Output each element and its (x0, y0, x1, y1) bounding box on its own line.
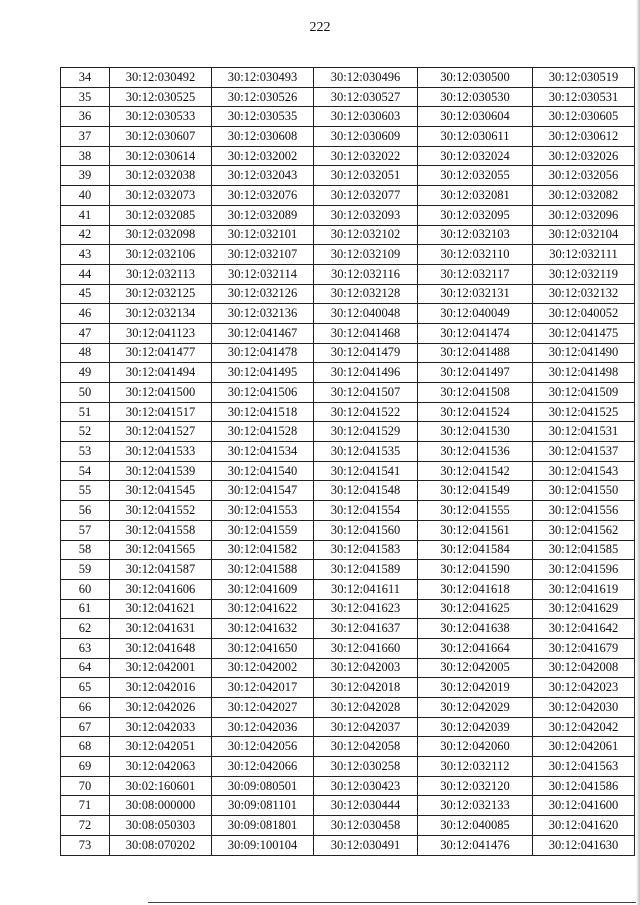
cadastral-number-cell: 30:12:032104 (533, 225, 635, 245)
table-row (61, 422, 635, 442)
cadastral-number-cell: 30:12:032113 (110, 264, 212, 284)
cadastral-number-cell: 30:12:032106 (110, 245, 212, 265)
cadastral-number-cell: 30:12:032093 (314, 205, 418, 225)
cadastral-number-cell: 30:12:030493 (212, 68, 314, 88)
row-number-cell: 46 (61, 304, 110, 324)
cadastral-number-cell: 30:12:042003 (314, 658, 418, 678)
cadastral-number-cell: 30:12:042029 (418, 698, 533, 718)
cadastral-number-cell: 30:12:042023 (533, 678, 635, 698)
cadastral-number-cell: 30:12:041600 (533, 796, 635, 816)
table-row (61, 68, 635, 88)
table-row (61, 698, 635, 718)
cadastral-number-cell: 30:12:042001 (110, 658, 212, 678)
cadastral-number-cell: 30:12:042019 (418, 678, 533, 698)
cadastral-number-cell: 30:12:030533 (110, 107, 212, 127)
table-row (61, 540, 635, 560)
cadastral-number-cell: 30:12:041542 (418, 461, 533, 481)
cadastral-number-cell: 30:12:030609 (314, 127, 418, 147)
cadastral-number-cell: 30:12:042066 (212, 757, 314, 777)
cadastral-number-cell: 30:12:041623 (314, 599, 418, 619)
table-row (61, 264, 635, 284)
cadastral-number-cell: 30:08:000000 (110, 796, 212, 816)
cadastral-number-cell: 30:12:041545 (110, 481, 212, 501)
cadastral-number-cell: 30:12:041498 (533, 363, 635, 383)
cadastral-number-cell: 30:12:041529 (314, 422, 418, 442)
cadastral-number-cell: 30:12:041625 (418, 599, 533, 619)
cadastral-number-cell: 30:12:041506 (212, 383, 314, 403)
cadastral-number-cell: 30:12:032116 (314, 264, 418, 284)
cadastral-number-cell: 30:12:041637 (314, 619, 418, 639)
cadastral-number-cell: 30:12:041660 (314, 638, 418, 658)
cadastral-number-cell: 30:12:032112 (418, 757, 533, 777)
cadastral-number-cell: 30:12:041679 (533, 638, 635, 658)
cadastral-number-cell: 30:12:042036 (212, 717, 314, 737)
row-number-cell: 69 (61, 757, 110, 777)
cadastral-number-cell: 30:12:032119 (533, 264, 635, 284)
cadastral-number-cell: 30:12:042037 (314, 717, 418, 737)
row-number-cell: 58 (61, 540, 110, 560)
cadastral-number-cell: 30:12:032077 (314, 186, 418, 206)
cadastral-number-cell: 30:12:041554 (314, 501, 418, 521)
cadastral-number-cell: 30:12:042058 (314, 737, 418, 757)
cadastral-number-cell: 30:12:032134 (110, 304, 212, 324)
cadastral-number-cell: 30:12:030491 (314, 835, 418, 855)
cadastral-number-cell: 30:12:041590 (418, 560, 533, 580)
cadastral-number-cell: 30:12:032051 (314, 166, 418, 186)
cadastral-number-cell: 30:09:081101 (212, 796, 314, 816)
row-number-cell: 60 (61, 579, 110, 599)
cadastral-number-cell: 30:12:041622 (212, 599, 314, 619)
row-number-cell: 35 (61, 87, 110, 107)
row-number-cell: 39 (61, 166, 110, 186)
cadastral-number-cell: 30:12:041525 (533, 402, 635, 422)
cadastral-number-cell: 30:12:042008 (533, 658, 635, 678)
row-number-cell: 44 (61, 264, 110, 284)
table-row (61, 383, 635, 403)
cadastral-number-cell: 30:12:041479 (314, 343, 418, 363)
cadastral-number-cell: 30:12:032096 (533, 205, 635, 225)
table-row (61, 796, 635, 816)
cadastral-number-cell: 30:12:041588 (212, 560, 314, 580)
table-row (61, 579, 635, 599)
row-number-cell: 38 (61, 146, 110, 166)
row-number-cell: 37 (61, 127, 110, 147)
cadastral-number-cell: 30:12:041621 (110, 599, 212, 619)
table-row (61, 461, 635, 481)
cadastral-number-cell: 30:12:041123 (110, 323, 212, 343)
cadastral-number-cell: 30:12:032107 (212, 245, 314, 265)
cadastral-number-cell: 30:12:041558 (110, 520, 212, 540)
row-number-cell: 55 (61, 481, 110, 501)
cadastral-number-cell: 30:12:032110 (418, 245, 533, 265)
row-number-cell: 66 (61, 698, 110, 718)
cadastral-number-cell: 30:12:042030 (533, 698, 635, 718)
table-row (61, 166, 635, 186)
row-number-cell: 49 (61, 363, 110, 383)
row-number-cell: 51 (61, 402, 110, 422)
cadastral-number-cell: 30:12:030611 (418, 127, 533, 147)
cadastral-number-cell: 30:12:040052 (533, 304, 635, 324)
table-row (61, 363, 635, 383)
row-number-cell: 36 (61, 107, 110, 127)
cadastral-number-cell: 30:12:041582 (212, 540, 314, 560)
table-row (61, 638, 635, 658)
cadastral-number-cell: 30:12:030531 (533, 87, 635, 107)
cadastral-number-cell: 30:12:041500 (110, 383, 212, 403)
row-number-cell: 62 (61, 619, 110, 639)
row-number-cell: 52 (61, 422, 110, 442)
cadastral-number-cell: 30:12:041543 (533, 461, 635, 481)
table-row (61, 245, 635, 265)
table-row (61, 678, 635, 698)
cadastral-number-cell: 30:12:032131 (418, 284, 533, 304)
row-number-cell: 42 (61, 225, 110, 245)
cadastral-number-cell: 30:12:041476 (418, 835, 533, 855)
cadastral-number-cell: 30:12:032089 (212, 205, 314, 225)
cadastral-number-cell: 30:12:032133 (418, 796, 533, 816)
cadastral-number-cell: 30:12:042026 (110, 698, 212, 718)
cadastral-number-cell: 30:12:032073 (110, 186, 212, 206)
cadastral-number-cell: 30:12:032114 (212, 264, 314, 284)
cadastral-number-cell: 30:12:030530 (418, 87, 533, 107)
cadastral-number-cell: 30:12:030604 (418, 107, 533, 127)
table-row (61, 658, 635, 678)
cadastral-number-cell: 30:12:040085 (418, 816, 533, 836)
row-number-cell: 73 (61, 835, 110, 855)
cadastral-number-cell: 30:12:041475 (533, 323, 635, 343)
cadastral-number-cell: 30:12:032022 (314, 146, 418, 166)
cadastral-number-cell: 30:12:041549 (418, 481, 533, 501)
cadastral-number-cell: 30:08:050303 (110, 816, 212, 836)
cadastral-number-cell: 30:12:042017 (212, 678, 314, 698)
cadastral-number-cell: 30:12:030500 (418, 68, 533, 88)
page-number: 222 (309, 20, 331, 35)
table-row (61, 186, 635, 206)
cadastral-number-cell: 30:12:041540 (212, 461, 314, 481)
table-row (61, 835, 635, 855)
cadastral-number-cell: 30:12:041560 (314, 520, 418, 540)
table-row (61, 343, 635, 363)
cadastral-number-cell: 30:12:030444 (314, 796, 418, 816)
cadastral-number-cell: 30:12:032085 (110, 205, 212, 225)
cadastral-number-cell: 30:12:032126 (212, 284, 314, 304)
cadastral-number-cell: 30:12:041586 (533, 776, 635, 796)
cadastral-number-cell: 30:12:041490 (533, 343, 635, 363)
cadastral-number-cell: 30:12:041537 (533, 442, 635, 462)
table-row (61, 323, 635, 343)
cadastral-number-cell: 30:12:041507 (314, 383, 418, 403)
cadastral-number-cell: 30:12:030535 (212, 107, 314, 127)
cadastral-number-cell: 30:12:041648 (110, 638, 212, 658)
cadastral-number-cell: 30:12:032098 (110, 225, 212, 245)
cadastral-number-cell: 30:12:041631 (110, 619, 212, 639)
cadastral-number-cell: 30:12:041585 (533, 540, 635, 560)
cadastral-number-cell: 30:12:032120 (418, 776, 533, 796)
cadastral-number-cell: 30:12:041552 (110, 501, 212, 521)
row-number-cell: 48 (61, 343, 110, 363)
row-number-cell: 57 (61, 520, 110, 540)
row-number-cell: 45 (61, 284, 110, 304)
cadastral-number-cell: 30:12:041606 (110, 579, 212, 599)
table-row (61, 816, 635, 836)
cadastral-number-cell: 30:12:032111 (533, 245, 635, 265)
cadastral-number-cell: 30:12:030527 (314, 87, 418, 107)
cadastral-number-cell: 30:12:041548 (314, 481, 418, 501)
cadastral-number-cell: 30:12:041664 (418, 638, 533, 658)
cadastral-number-cell: 30:12:041553 (212, 501, 314, 521)
cadastral-number-cell: 30:12:030614 (110, 146, 212, 166)
cadastral-number-cell: 30:12:030525 (110, 87, 212, 107)
cadastral-number-cell: 30:12:030526 (212, 87, 314, 107)
cadastral-number-cell: 30:12:040048 (314, 304, 418, 324)
cadastral-number-cell: 30:12:041524 (418, 402, 533, 422)
row-number-cell: 54 (61, 461, 110, 481)
cadastral-number-cell: 30:09:081801 (212, 816, 314, 836)
cadastral-number-cell: 30:12:041467 (212, 323, 314, 343)
row-number-cell: 56 (61, 501, 110, 521)
cadastral-number-cell: 30:12:041533 (110, 442, 212, 462)
cadastral-number-cell: 30:12:041650 (212, 638, 314, 658)
cadastral-number-cell: 30:12:041561 (418, 520, 533, 540)
cadastral-number-cell: 30:12:032055 (418, 166, 533, 186)
row-number-cell: 67 (61, 717, 110, 737)
row-number-cell: 53 (61, 442, 110, 462)
table-row (61, 501, 635, 521)
cadastral-number-cell: 30:12:030612 (533, 127, 635, 147)
bottom-rule (148, 902, 640, 903)
cadastral-number-cell: 30:12:042028 (314, 698, 418, 718)
cadastral-number-cell: 30:09:080501 (212, 776, 314, 796)
table-row (61, 619, 635, 639)
cadastral-number-cell: 30:12:042061 (533, 737, 635, 757)
cadastral-number-cell: 30:12:041611 (314, 579, 418, 599)
cadastral-number-cell: 30:12:041541 (314, 461, 418, 481)
table-row (61, 737, 635, 757)
cadastral-number-cell: 30:12:042060 (418, 737, 533, 757)
row-number-cell: 34 (61, 68, 110, 88)
cadastral-number-cell: 30:12:032103 (418, 225, 533, 245)
cadastral-number-cell: 30:12:041474 (418, 323, 533, 343)
cadastral-number-cell: 30:12:041497 (418, 363, 533, 383)
cadastral-number-cell: 30:12:032101 (212, 225, 314, 245)
cadastral-number-cell: 30:12:042005 (418, 658, 533, 678)
table-body (61, 68, 635, 856)
table-row (61, 87, 635, 107)
cadastral-number-cell: 30:12:032132 (533, 284, 635, 304)
cadastral-number-cell: 30:12:030603 (314, 107, 418, 127)
table-row (61, 599, 635, 619)
cadastral-number-cell: 30:12:041547 (212, 481, 314, 501)
cadastral-number-cell: 30:12:030519 (533, 68, 635, 88)
cadastral-number-cell: 30:12:041536 (418, 442, 533, 462)
cadastral-number-cell: 30:12:030423 (314, 776, 418, 796)
cadastral-number-cell: 30:12:041584 (418, 540, 533, 560)
row-number-cell: 59 (61, 560, 110, 580)
cadastral-number-cell: 30:12:042016 (110, 678, 212, 698)
row-number-cell: 50 (61, 383, 110, 403)
cadastral-number-cell: 30:12:041528 (212, 422, 314, 442)
cadastral-number-cell: 30:12:032095 (418, 205, 533, 225)
cadastral-number-cell: 30:12:032125 (110, 284, 212, 304)
cadastral-number-cell: 30:12:030608 (212, 127, 314, 147)
cadastral-number-cell: 30:12:041619 (533, 579, 635, 599)
cadastral-number-cell: 30:12:041587 (110, 560, 212, 580)
cadastral-number-cell: 30:12:041589 (314, 560, 418, 580)
cadastral-number-cell: 30:08:070202 (110, 835, 212, 855)
cadastral-number-cell: 30:12:041596 (533, 560, 635, 580)
cadastral-number-cell: 30:12:041517 (110, 402, 212, 422)
row-number-cell: 63 (61, 638, 110, 658)
cadastral-number-cell: 30:12:032002 (212, 146, 314, 166)
cadastral-number-cell: 30:12:032026 (533, 146, 635, 166)
cadastral-number-cell: 30:12:032056 (533, 166, 635, 186)
cadastral-number-cell: 30:12:041468 (314, 323, 418, 343)
cadastral-number-cell: 30:12:041618 (418, 579, 533, 599)
table-row (61, 205, 635, 225)
row-number-cell: 72 (61, 816, 110, 836)
cadastral-number-cell: 30:12:042039 (418, 717, 533, 737)
row-number-cell: 40 (61, 186, 110, 206)
cadastral-number-cell: 30:12:032082 (533, 186, 635, 206)
cadastral-number-cell: 30:12:032081 (418, 186, 533, 206)
cadastral-number-cell: 30:12:041527 (110, 422, 212, 442)
cadastral-number-cell: 30:12:040049 (418, 304, 533, 324)
cadastral-number-cell: 30:12:042042 (533, 717, 635, 737)
cadastral-number-cell: 30:12:041518 (212, 402, 314, 422)
cadastral-number-cell: 30:12:041535 (314, 442, 418, 462)
cadastral-number-cell: 30:12:032043 (212, 166, 314, 186)
table-row (61, 442, 635, 462)
row-number-cell: 64 (61, 658, 110, 678)
cadastral-table (60, 67, 635, 856)
cadastral-number-cell: 30:12:041556 (533, 501, 635, 521)
table-row (61, 776, 635, 796)
cadastral-number-cell: 30:12:032128 (314, 284, 418, 304)
row-number-cell: 47 (61, 323, 110, 343)
page-edge-shadow (636, 0, 640, 905)
cadastral-number-cell: 30:12:041565 (110, 540, 212, 560)
table-row (61, 717, 635, 737)
cadastral-number-cell: 30:12:042056 (212, 737, 314, 757)
table-row (61, 520, 635, 540)
cadastral-number-cell: 30:12:041531 (533, 422, 635, 442)
cadastral-number-cell: 30:12:041583 (314, 540, 418, 560)
cadastral-number-cell: 30:12:041563 (533, 757, 635, 777)
cadastral-number-cell: 30:02:160601 (110, 776, 212, 796)
cadastral-number-cell: 30:12:041495 (212, 363, 314, 383)
cadastral-number-cell: 30:12:032076 (212, 186, 314, 206)
cadastral-number-cell: 30:09:100104 (212, 835, 314, 855)
cadastral-number-cell: 30:12:042027 (212, 698, 314, 718)
cadastral-number-cell: 30:12:041629 (533, 599, 635, 619)
cadastral-number-cell: 30:12:041609 (212, 579, 314, 599)
row-number-cell: 43 (61, 245, 110, 265)
cadastral-number-cell: 30:12:042002 (212, 658, 314, 678)
cadastral-number-cell: 30:12:041638 (418, 619, 533, 639)
cadastral-number-cell: 30:12:041620 (533, 816, 635, 836)
cadastral-number-cell: 30:12:032136 (212, 304, 314, 324)
row-number-cell: 70 (61, 776, 110, 796)
table-row (61, 481, 635, 501)
table-row (61, 146, 635, 166)
cadastral-number-cell: 30:12:042063 (110, 757, 212, 777)
cadastral-number-cell: 30:12:030605 (533, 107, 635, 127)
cadastral-number-cell: 30:12:041488 (418, 343, 533, 363)
cadastral-number-cell: 30:12:041559 (212, 520, 314, 540)
cadastral-number-cell: 30:12:041530 (418, 422, 533, 442)
cadastral-number-cell: 30:12:041478 (212, 343, 314, 363)
table-row (61, 304, 635, 324)
cadastral-number-cell: 30:12:041630 (533, 835, 635, 855)
cadastral-number-cell: 30:12:032038 (110, 166, 212, 186)
cadastral-number-cell: 30:12:030492 (110, 68, 212, 88)
cadastral-number-cell: 30:12:041550 (533, 481, 635, 501)
cadastral-number-cell: 30:12:041632 (212, 619, 314, 639)
row-number-cell: 61 (61, 599, 110, 619)
table-row (61, 225, 635, 245)
cadastral-number-cell: 30:12:030496 (314, 68, 418, 88)
cadastral-number-cell: 30:12:030258 (314, 757, 418, 777)
table-row (61, 560, 635, 580)
cadastral-number-cell: 30:12:041534 (212, 442, 314, 462)
cadastral-number-cell: 30:12:030458 (314, 816, 418, 836)
row-number-cell: 68 (61, 737, 110, 757)
cadastral-number-cell: 30:12:041562 (533, 520, 635, 540)
cadastral-number-cell: 30:12:030607 (110, 127, 212, 147)
cadastral-number-cell: 30:12:041522 (314, 402, 418, 422)
cadastral-number-cell: 30:12:041494 (110, 363, 212, 383)
cadastral-number-cell: 30:12:032109 (314, 245, 418, 265)
cadastral-number-cell: 30:12:042018 (314, 678, 418, 698)
cadastral-number-cell: 30:12:032102 (314, 225, 418, 245)
table-row (61, 127, 635, 147)
cadastral-number-cell: 30:12:041477 (110, 343, 212, 363)
cadastral-number-cell: 30:12:042033 (110, 717, 212, 737)
cadastral-number-cell: 30:12:042051 (110, 737, 212, 757)
table-row (61, 757, 635, 777)
table-row (61, 284, 635, 304)
cadastral-number-cell: 30:12:041642 (533, 619, 635, 639)
table-row (61, 107, 635, 127)
row-number-cell: 71 (61, 796, 110, 816)
cadastral-number-cell: 30:12:041539 (110, 461, 212, 481)
cadastral-number-cell: 30:12:041555 (418, 501, 533, 521)
cadastral-number-cell: 30:12:041496 (314, 363, 418, 383)
cadastral-number-cell: 30:12:041509 (533, 383, 635, 403)
table-row (61, 402, 635, 422)
cadastral-number-cell: 30:12:032117 (418, 264, 533, 284)
cadastral-number-cell: 30:12:041508 (418, 383, 533, 403)
row-number-cell: 41 (61, 205, 110, 225)
row-number-cell: 65 (61, 678, 110, 698)
cadastral-number-cell: 30:12:032024 (418, 146, 533, 166)
